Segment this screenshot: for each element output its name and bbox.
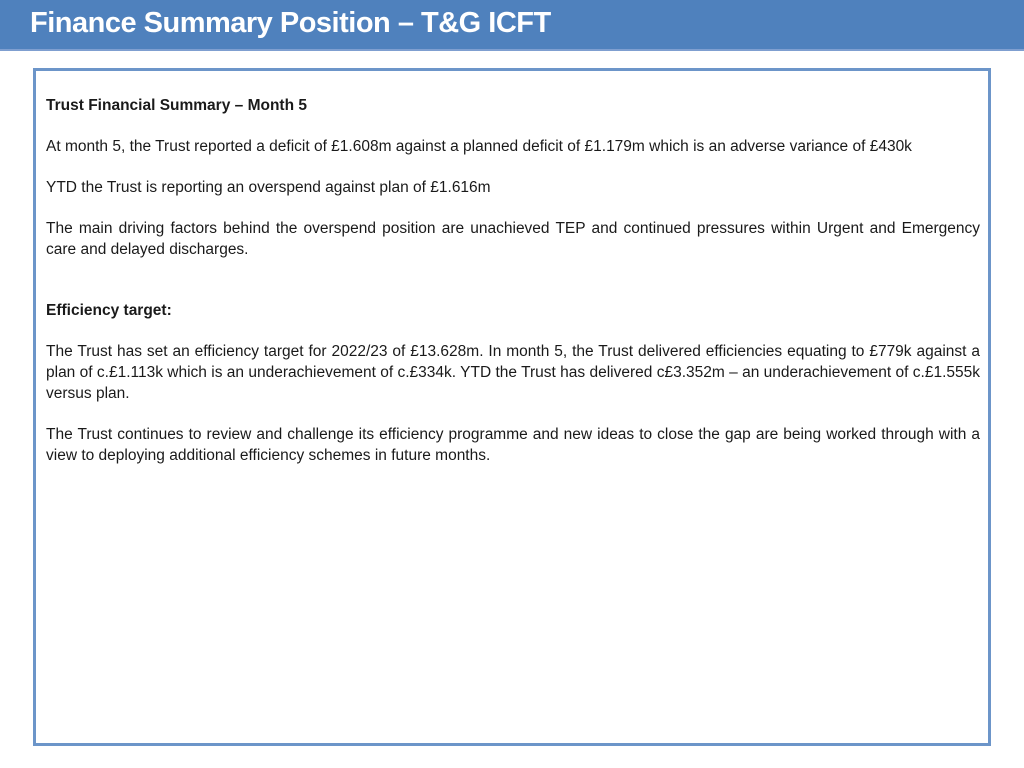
content-body — [46, 95, 980, 486]
page-title: Finance Summary Position – T&G ICFT — [30, 7, 551, 39]
title-bar — [0, 0, 1024, 51]
section-heading-efficiency: Efficiency target: — [46, 302, 172, 319]
section-heading-financial-summary: Trust Financial Summary – Month 5 — [46, 97, 307, 114]
paragraph-efficiency-target: The Trust has set an efficiency target for 2022/23 of £13.628m. In month 5, the Trust delivered efficiencies equating to £779k against a plan of c.£1.113k which is an underachievement of c.£334k. YTD the Trust has delivered c£3.352m – an underachievement of c.£1.555k versus plan. — [46, 343, 980, 402]
content-box — [33, 68, 991, 746]
paragraph-deficit: At month 5, the Trust reported a deficit of £1.608m against a planned deficit of £1.179m which is an adverse variance of £430k — [46, 138, 912, 155]
paragraph-driving-factors: The main driving factors behind the overspend position are unachieved TEP and continued pressures within Urgent and Emergency care and delayed discharges. — [46, 220, 980, 258]
paragraph-ytd-overspend: YTD the Trust is reporting an overspend against plan of £1.616m — [46, 179, 491, 196]
paragraph-efficiency-review: The Trust continues to review and challenge its efficiency programme and new ideas to close the gap are being worked through with a view to deploying additional efficiency schemes in future months. — [46, 426, 980, 464]
